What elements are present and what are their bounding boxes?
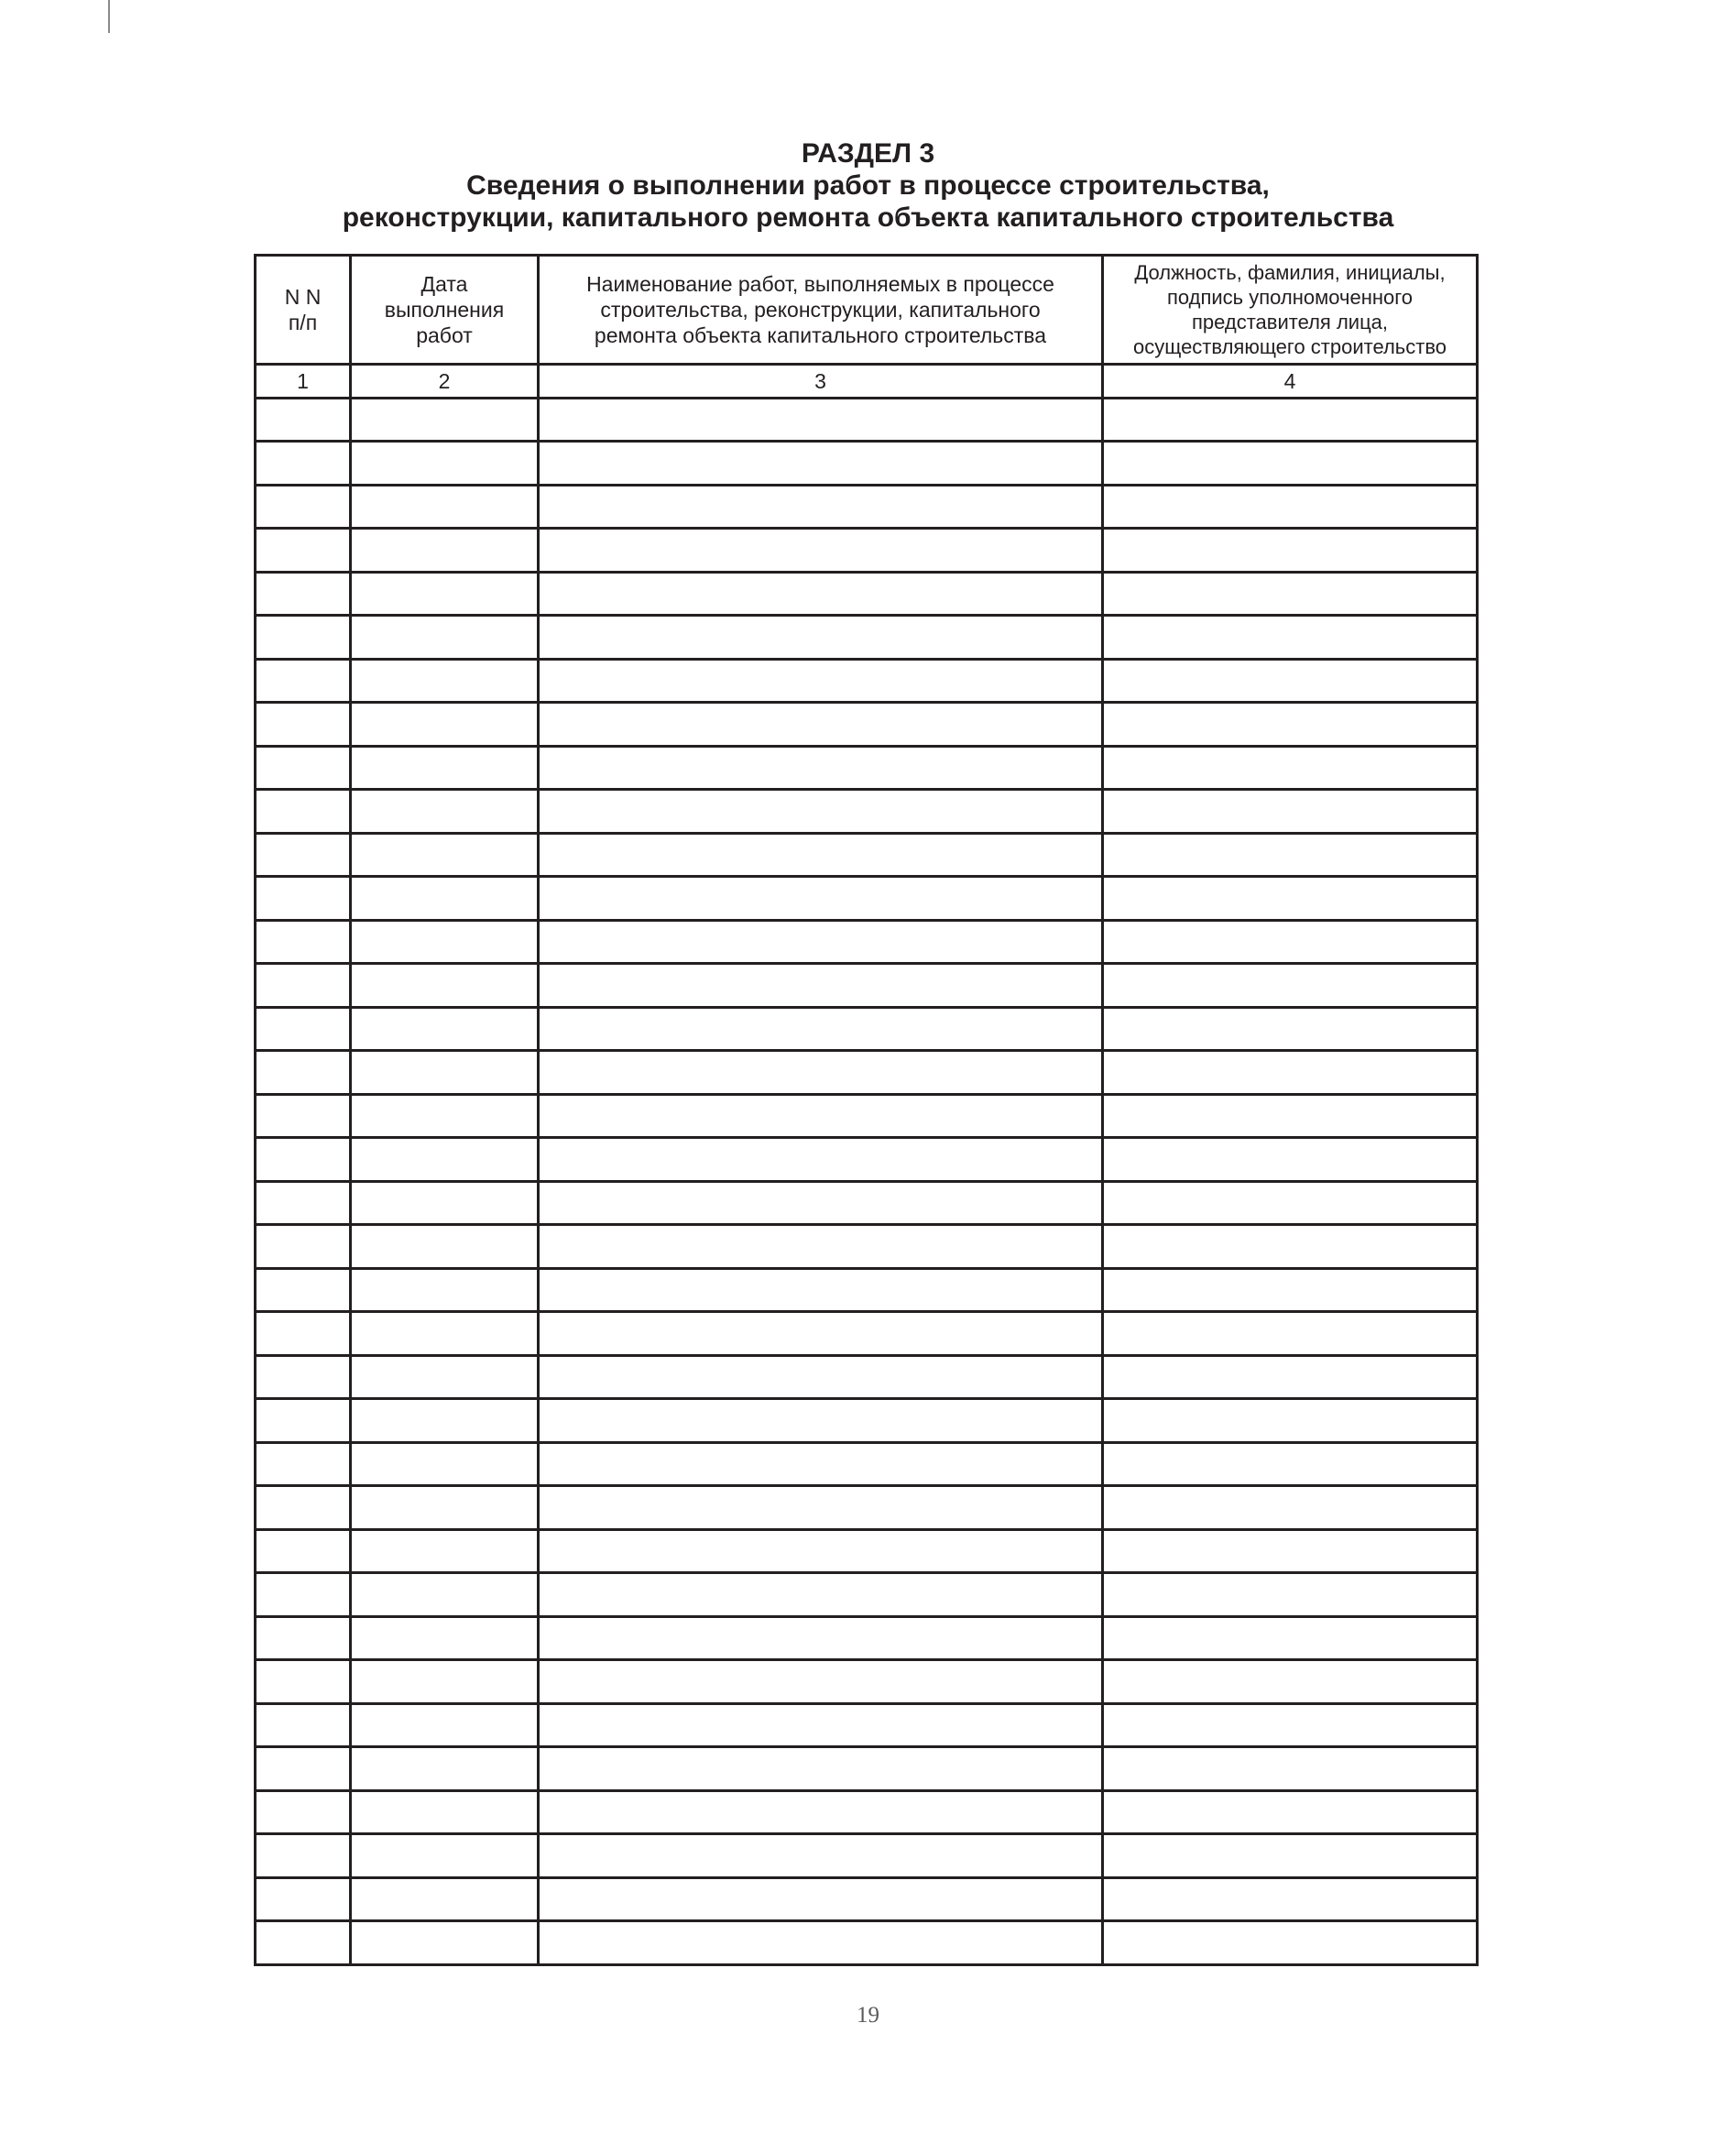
table-row (256, 1834, 1478, 1878)
table-cell (539, 1660, 1103, 1704)
table-row (256, 659, 1478, 703)
table-cell (256, 1834, 351, 1878)
table-cell (351, 1268, 539, 1312)
crop-mark (108, 0, 110, 33)
document-title-line-1: Сведения о выполнении работ в процессе строительства, (466, 170, 1270, 201)
table-cell (256, 1399, 351, 1443)
table-cell (256, 877, 351, 921)
table-row (256, 1138, 1478, 1182)
table-cell (539, 1616, 1103, 1660)
table-row (256, 1747, 1478, 1791)
table-cell (351, 833, 539, 877)
table-row (256, 398, 1478, 442)
column-number: 1 (256, 365, 351, 398)
table-cell (351, 1877, 539, 1921)
table-row (256, 1355, 1478, 1399)
table-row (256, 1703, 1478, 1747)
table-cell (539, 1834, 1103, 1878)
table-cell (539, 1181, 1103, 1225)
column-number: 4 (1103, 365, 1478, 398)
table-row (256, 1007, 1478, 1051)
table-cell (1103, 964, 1478, 1008)
table-cell (256, 746, 351, 790)
table-cell (256, 1529, 351, 1573)
table-cell (256, 790, 351, 834)
table-cell (1103, 572, 1478, 616)
table-cell (351, 1007, 539, 1051)
table-cell (351, 616, 539, 660)
table-cell (1103, 790, 1478, 834)
column-number: 3 (539, 365, 1103, 398)
table-cell (1103, 1442, 1478, 1486)
table-cell (1103, 398, 1478, 442)
table-cell (256, 1573, 351, 1617)
table-cell (1103, 1486, 1478, 1530)
table-row (256, 1616, 1478, 1660)
table-cell (539, 1312, 1103, 1356)
table-cell (351, 1442, 539, 1486)
table-cell (351, 1138, 539, 1182)
table-cell (256, 703, 351, 747)
table-row (256, 1312, 1478, 1356)
table-cell (256, 1747, 351, 1791)
table-cell (351, 1834, 539, 1878)
table-row (256, 442, 1478, 486)
table-cell (351, 877, 539, 921)
table-cell (351, 572, 539, 616)
table-cell (1103, 1007, 1478, 1051)
table-cell (539, 746, 1103, 790)
table-cell (256, 1138, 351, 1182)
table-row (256, 1225, 1478, 1269)
section-title: РАЗДЕЛ 3 (801, 138, 935, 169)
table-cell (1103, 1181, 1478, 1225)
table-cell (1103, 1877, 1478, 1921)
table-row (256, 1094, 1478, 1138)
table-cell (539, 1007, 1103, 1051)
table-row (256, 703, 1478, 747)
table-cell (539, 1442, 1103, 1486)
table-row (256, 1921, 1478, 1965)
table-cell (539, 1094, 1103, 1138)
table-cell (351, 659, 539, 703)
table-cell (256, 964, 351, 1008)
table-cell (539, 920, 1103, 964)
table-cell (1103, 703, 1478, 747)
table-cell (1103, 1529, 1478, 1573)
table-cell (539, 1355, 1103, 1399)
table-cell (1103, 1573, 1478, 1617)
table-cell (256, 572, 351, 616)
table-cell (351, 442, 539, 486)
table-cell (1103, 616, 1478, 660)
table-row (256, 964, 1478, 1008)
table-cell (351, 1486, 539, 1530)
table-cell (539, 1529, 1103, 1573)
table-row (256, 1399, 1478, 1443)
table-cell (351, 920, 539, 964)
table-row (256, 1529, 1478, 1573)
table-cell (256, 529, 351, 573)
table-cell (1103, 1051, 1478, 1095)
column-number: 2 (351, 365, 539, 398)
table-cell (539, 877, 1103, 921)
table-cell (539, 1703, 1103, 1747)
table-cell (256, 920, 351, 964)
table-cell (539, 1268, 1103, 1312)
table-cell (539, 442, 1103, 486)
table-row (256, 616, 1478, 660)
table-cell (1103, 529, 1478, 573)
table-cell (351, 1312, 539, 1356)
table-cell (351, 1399, 539, 1443)
column-header-date: Дата выполнения работ (351, 256, 539, 365)
table-cell (256, 1660, 351, 1704)
table-cell (256, 1007, 351, 1051)
table-row (256, 833, 1478, 877)
table-cell (539, 529, 1103, 573)
table-row (256, 1442, 1478, 1486)
table-row (256, 1486, 1478, 1530)
table-cell (256, 1616, 351, 1660)
table-cell (256, 616, 351, 660)
table-cell (1103, 1921, 1478, 1965)
document-title-line-2: реконструкции, капитального ремонта объекта капитального строительства (342, 202, 1394, 233)
table-cell (539, 790, 1103, 834)
table-cell (351, 485, 539, 529)
table-cell (351, 1747, 539, 1791)
table-cell (256, 1181, 351, 1225)
table-cell (256, 398, 351, 442)
table-cell (256, 1486, 351, 1530)
table-cell (256, 442, 351, 486)
table-cell (351, 1790, 539, 1834)
table-cell (351, 529, 539, 573)
table-cell (256, 1442, 351, 1486)
table-cell (539, 1921, 1103, 1965)
table-cell (539, 1877, 1103, 1921)
table-cell (539, 659, 1103, 703)
table-cell (351, 1181, 539, 1225)
column-number-row (256, 365, 1478, 398)
table-cell (1103, 442, 1478, 486)
table-cell (1103, 1834, 1478, 1878)
table-cell (1103, 1790, 1478, 1834)
table-cell (1103, 920, 1478, 964)
column-header-number: N N п/п (256, 256, 351, 365)
table-cell (1103, 1660, 1478, 1704)
table-cell (351, 964, 539, 1008)
table-cell (256, 1225, 351, 1269)
table-cell (1103, 1268, 1478, 1312)
table-cell (1103, 877, 1478, 921)
table-cell (351, 1573, 539, 1617)
table-cell (1103, 1747, 1478, 1791)
table-cell (539, 1790, 1103, 1834)
table-cell (539, 616, 1103, 660)
table-cell (539, 1486, 1103, 1530)
table-cell (351, 790, 539, 834)
table-row (256, 1877, 1478, 1921)
table-cell (539, 964, 1103, 1008)
table-cell (256, 1921, 351, 1965)
table-row (256, 1051, 1478, 1095)
table-cell (351, 1094, 539, 1138)
table-cell (351, 703, 539, 747)
table-cell (1103, 1616, 1478, 1660)
table-cell (539, 1747, 1103, 1791)
table-cell (256, 1790, 351, 1834)
column-header-work-name: Наименование работ, выполняемых в процессе строительства, реконструкции, капитального ремонта объекта капитального строительства (539, 256, 1103, 365)
table-cell (351, 1660, 539, 1704)
table-cell (256, 1051, 351, 1095)
table-cell (351, 1921, 539, 1965)
table-cell (1103, 1094, 1478, 1138)
table-cell (539, 703, 1103, 747)
table-header-row (256, 256, 1478, 365)
page-number: 19 (857, 2003, 879, 2028)
table-cell (539, 485, 1103, 529)
table-cell (351, 1616, 539, 1660)
table-cell (351, 398, 539, 442)
table-cell (351, 1529, 539, 1573)
table-cell (256, 1312, 351, 1356)
table-cell (1103, 1399, 1478, 1443)
table-cell (351, 1355, 539, 1399)
table-cell (351, 1703, 539, 1747)
table-cell (539, 398, 1103, 442)
table-cell (539, 572, 1103, 616)
table-cell (256, 659, 351, 703)
table-cell (351, 1051, 539, 1095)
table-cell (1103, 659, 1478, 703)
table-row (256, 1573, 1478, 1617)
table-cell (256, 485, 351, 529)
table-row (256, 1660, 1478, 1704)
table-cell (1103, 1355, 1478, 1399)
table-row (256, 485, 1478, 529)
table-row (256, 572, 1478, 616)
table-row (256, 920, 1478, 964)
column-header-representative: Должность, фамилия, инициалы, подпись уполномоченного представителя лица, осуществляющего строительство (1103, 256, 1478, 365)
table-cell (256, 1703, 351, 1747)
table-cell (1103, 1225, 1478, 1269)
table-row (256, 877, 1478, 921)
table-cell (1103, 1138, 1478, 1182)
table-cell (351, 746, 539, 790)
table-cell (539, 1399, 1103, 1443)
table-cell (256, 833, 351, 877)
works-log-table (254, 254, 1479, 1966)
table-cell (539, 833, 1103, 877)
table-cell (351, 1225, 539, 1269)
table-cell (1103, 746, 1478, 790)
table-cell (1103, 1703, 1478, 1747)
table-row (256, 746, 1478, 790)
table-cell (539, 1051, 1103, 1095)
table-cell (256, 1094, 351, 1138)
table-row (256, 1181, 1478, 1225)
table-cell (1103, 1312, 1478, 1356)
table-row (256, 790, 1478, 834)
table-cell (1103, 833, 1478, 877)
table-cell (539, 1573, 1103, 1617)
table-cell (1103, 485, 1478, 529)
table-cell (539, 1225, 1103, 1269)
table-cell (256, 1268, 351, 1312)
table-row (256, 1790, 1478, 1834)
table-row (256, 529, 1478, 573)
table-cell (256, 1355, 351, 1399)
table-cell (539, 1138, 1103, 1182)
table-cell (256, 1877, 351, 1921)
table-row (256, 1268, 1478, 1312)
